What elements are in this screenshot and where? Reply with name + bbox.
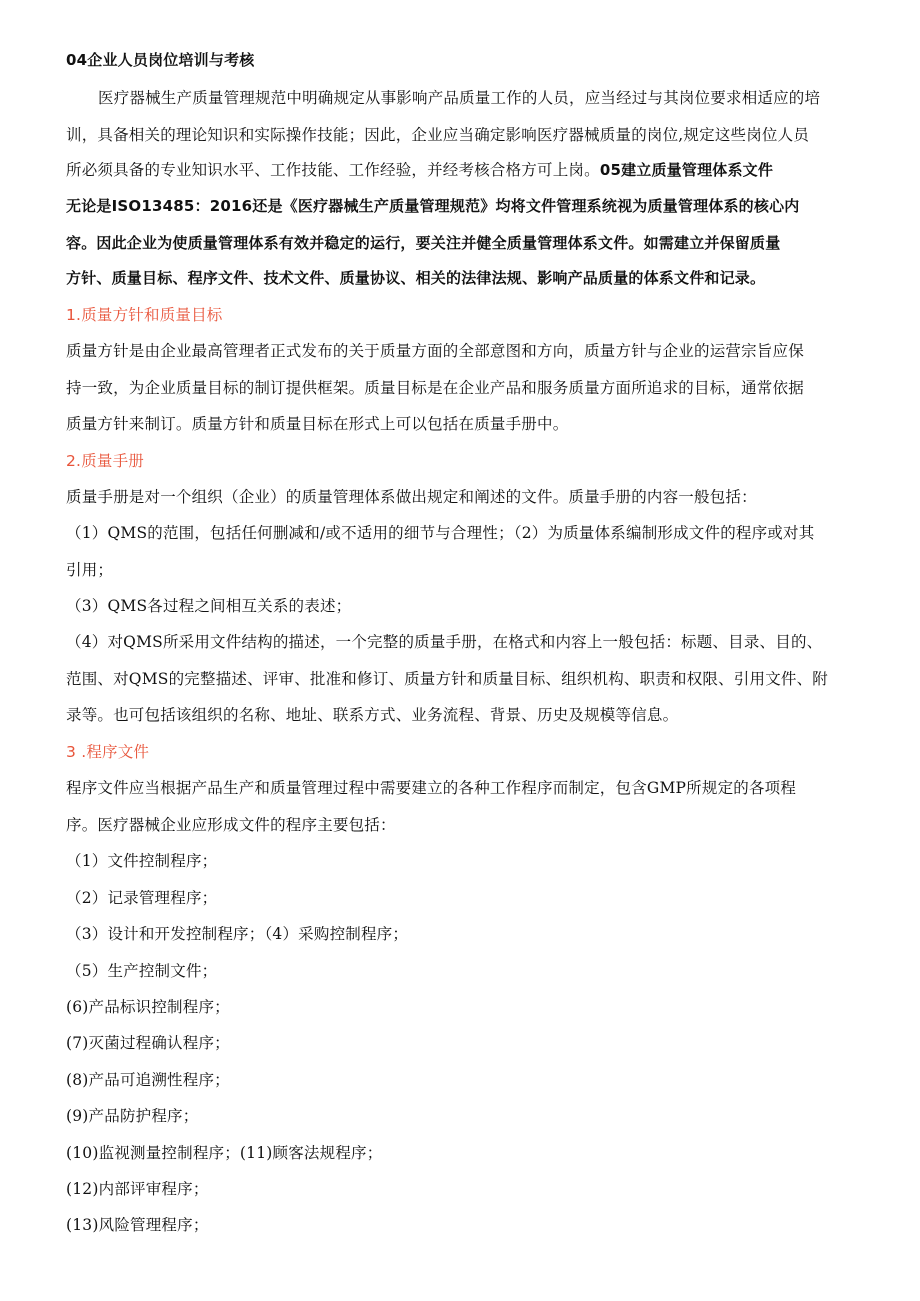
- section-04-para-line-1: 医疗器械生产质量管理规范中明确规定从事影响产品质量工作的人员，应当经过与其岗位要求相适应的培: [98, 89, 821, 107]
- quality-manual-line-2: 引用；: [66, 561, 114, 579]
- procedure-item: （1）文件控制程序；: [66, 852, 218, 870]
- quality-policy-heading: 1.质量方针和质量目标: [66, 306, 223, 324]
- section-04-para-line-2: 训，具备相关的理论知识和实际操作技能；因此，企业应当确定影响医疗器械质量的岗位,规定这些岗位人员: [66, 126, 810, 144]
- section-04-para-text: 所必须具备的专业知识水平、工作技能、工作经验，并经考核合格方可上岗。: [66, 161, 600, 179]
- quality-manual-line-5: 范围、对QMS的完整描述、评审、批准和修订、质量方针和质量目标、组织机构、职责和权限、引用文件、附: [66, 670, 828, 688]
- procedure-item: （3）设计和开发控制程序；（4）采购控制程序；: [66, 925, 409, 943]
- quality-manual-heading: 2.质量手册: [66, 452, 144, 470]
- quality-policy-para-line-2: 持一致，为企业质量目标的制订提供框架。质量目标是在企业产品和服务质量方面所追求的目标，通常依据: [66, 379, 804, 397]
- quality-manual-line-4: （4）对QMS所采用文件结构的描述，一个完整的质量手册，在格式和内容上一般包括：标题、目录、目的、: [66, 633, 823, 651]
- section-04-para-line-3: [66, 160, 773, 180]
- quality-manual-line-1: （1）QMS的范围，包括任何删减和/或不适用的细节与合理性；（2）为质量体系编制形成文件的程序或对其: [66, 524, 815, 542]
- procedure-item: (10)监视测量控制程序；(11)顾客法规程序；: [66, 1144, 383, 1162]
- section-05-title: 05建立质量管理体系文件: [599, 161, 774, 179]
- procedure-item: (7)灭菌过程确认程序；: [66, 1034, 230, 1052]
- section-05-para-line-3: 方针、质量目标、程序文件、技术文件、质量协议、相关的法律法规、影响产品质量的体系文件和记录。: [66, 269, 766, 287]
- procedure-item: (13)风险管理程序；: [66, 1216, 209, 1234]
- procedure-item: (9)产品防护程序；: [66, 1107, 199, 1125]
- procedures-heading: 3 .程序文件: [66, 743, 150, 761]
- procedures-intro-line-2: 序。医疗器械企业应形成文件的程序主要包括：: [66, 816, 396, 834]
- procedures-intro-line-1: 程序文件应当根据产品生产和质量管理过程中需要建立的各种工作程序而制定，包含GMP所规定的各项程: [66, 779, 797, 797]
- quality-manual-intro: 质量手册是对一个组织（企业）的质量管理体系做出规定和阐述的文件。质量手册的内容一般包括：: [66, 488, 757, 506]
- section-04-title: 04企业人员岗位培训与考核: [66, 51, 255, 69]
- procedure-item: （2）记录管理程序；: [66, 889, 218, 907]
- quality-manual-line-3: （3）QMS各过程之间相互关系的表述；: [66, 597, 352, 615]
- procedure-item: (8)产品可追溯性程序；: [66, 1071, 230, 1089]
- section-05-para-line-1: 无论是ISO13485：2016还是《医疗器械生产质量管理规范》均将文件管理系统视为质量管理体系的核心内: [66, 197, 800, 215]
- procedure-item: (12)内部评审程序；: [66, 1180, 209, 1198]
- section-05-para-line-2: 容。因此企业为使质量管理体系有效并稳定的运行，要关注并健全质量管理体系文件。如需建立并保留质量: [66, 234, 781, 252]
- procedure-item: （5）生产控制文件；: [66, 962, 218, 980]
- procedure-item: (6)产品标识控制程序；: [66, 998, 230, 1016]
- quality-manual-line-6: 录等。也可包括该组织的名称、地址、联系方式、业务流程、背景、历史及规模等信息。: [66, 706, 679, 724]
- quality-policy-para-line-3: 质量方针来制订。质量方针和质量目标在形式上可以包括在质量手册中。: [66, 415, 569, 433]
- quality-policy-para-line-1: 质量方针是由企业最高管理者正式发布的关于质量方面的全部意图和方向，质量方针与企业的运营宗旨应保: [66, 342, 804, 360]
